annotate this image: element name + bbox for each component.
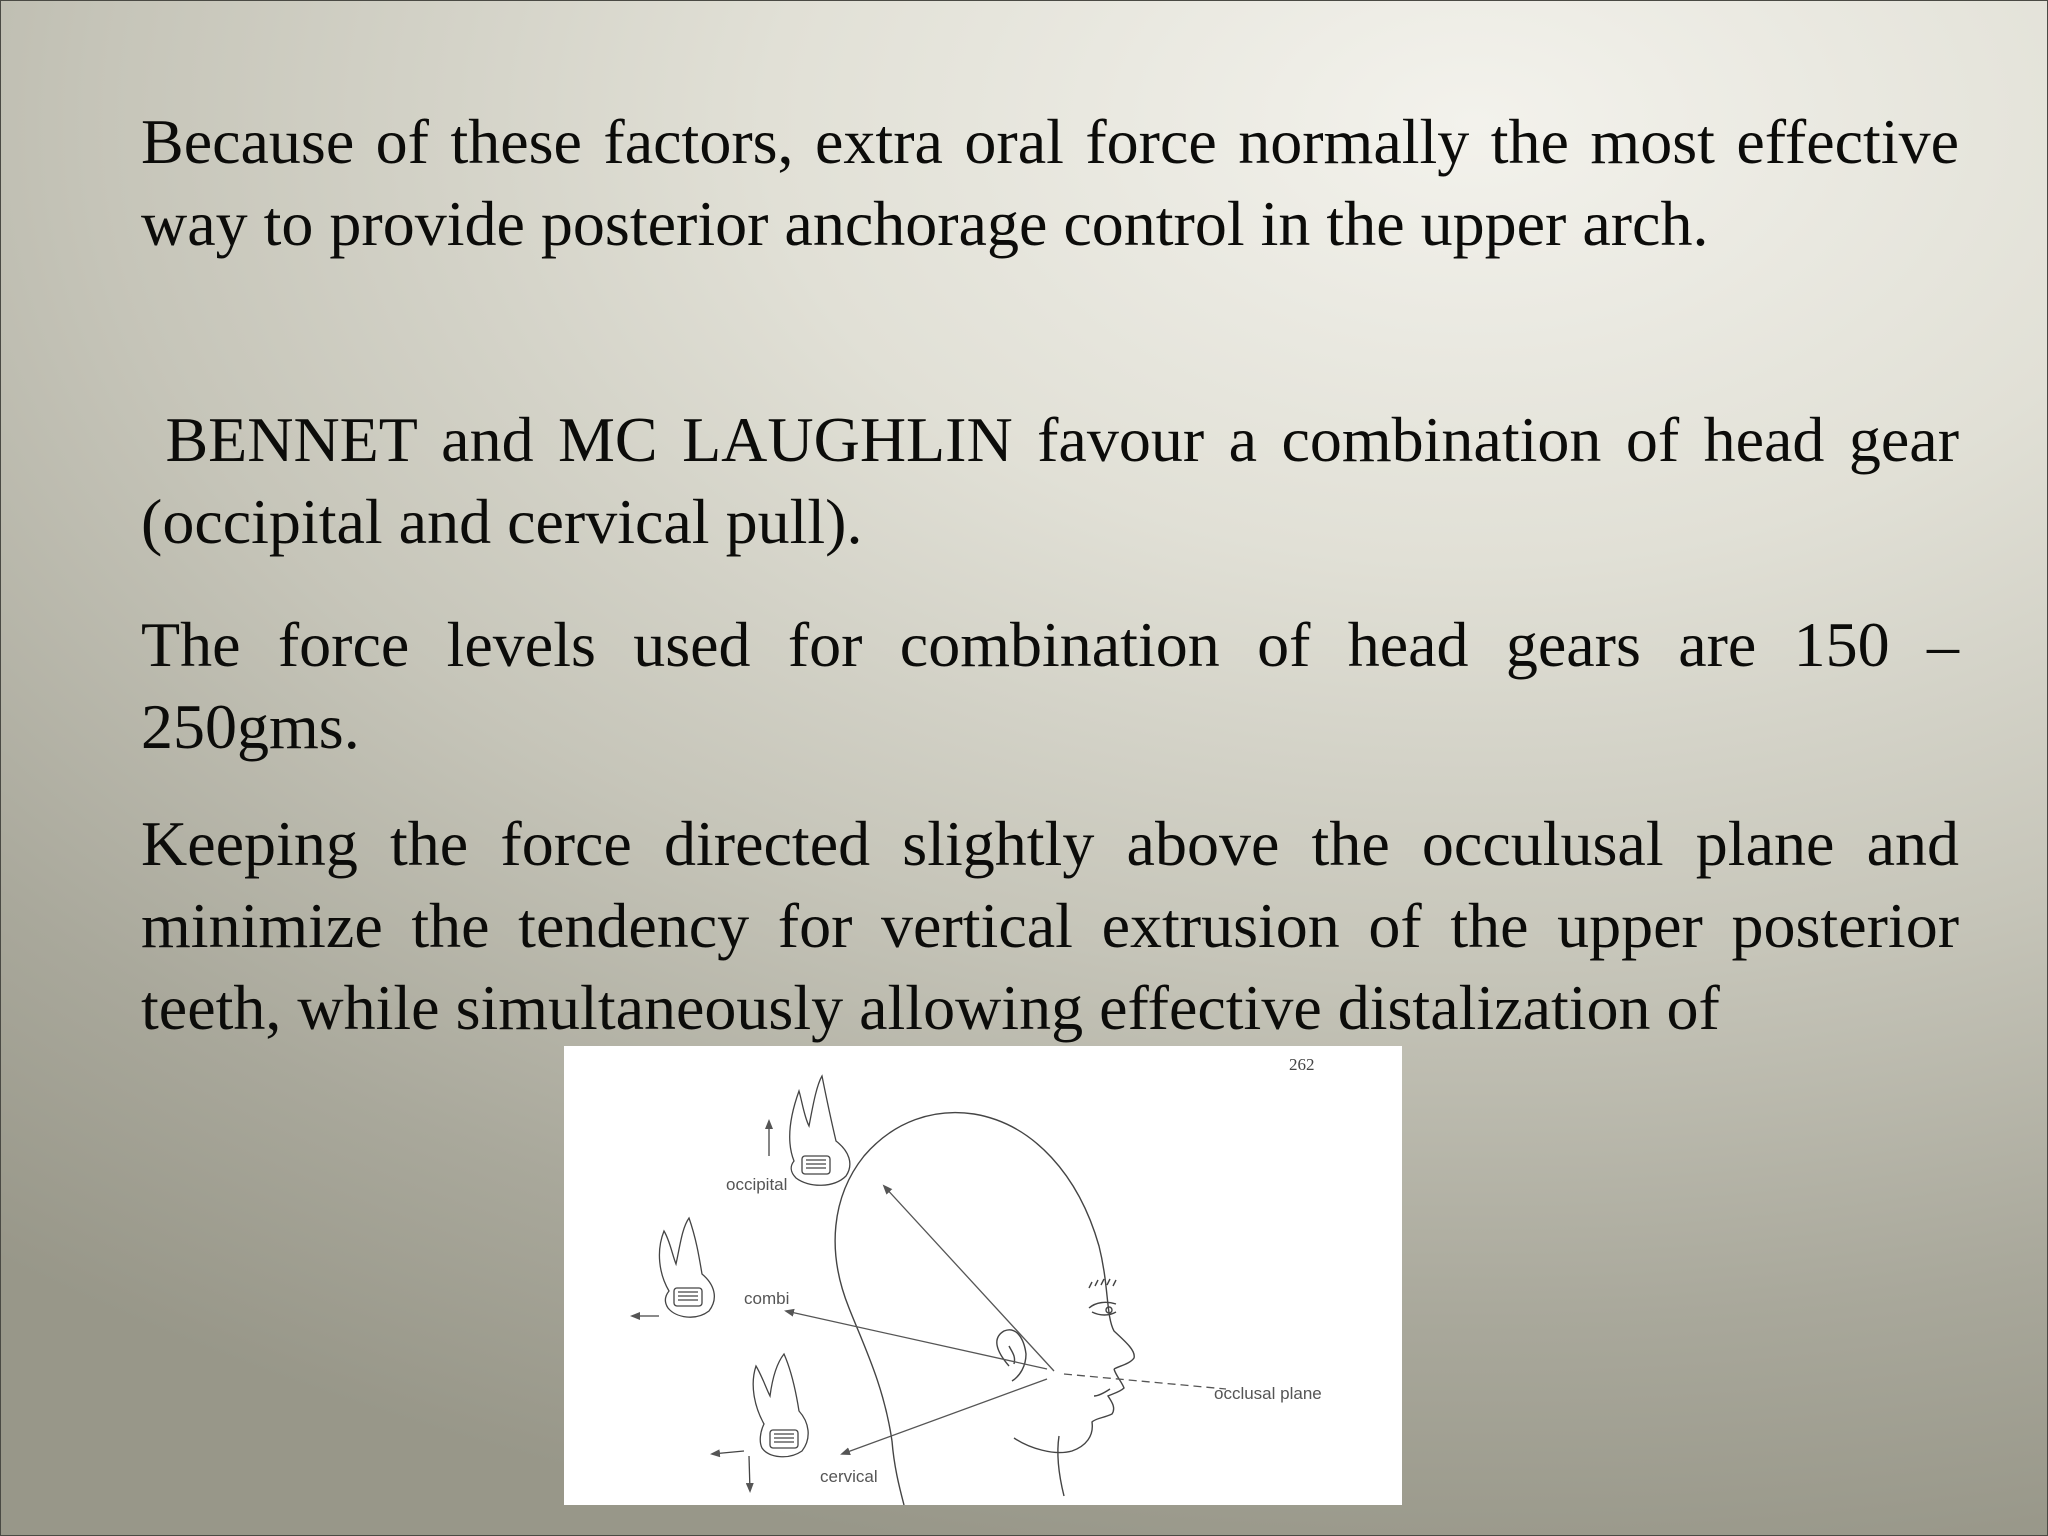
tooth-combi-drawing [632,1218,714,1317]
force-lines [786,1186,1054,1454]
label-combi: combi [744,1289,790,1308]
headgear-diagram-figure [564,1046,1402,1505]
tooth-occipital-drawing [769,1076,850,1185]
tooth-cervical-drawing [712,1354,808,1491]
paragraph-force-levels: The force levels used for combination of head gears are 150 – 250gms. [141,609,1959,762]
figure-page-number: 262 [1289,1055,1315,1074]
headgear-diagram [564,1046,1402,1505]
head-profile-drawing [835,1113,1134,1505]
paragraph-extra-oral-force: Because of these factors, extra oral force normally the most effective way to provide posterior anchorage control in the upper arch. [141,106,1959,259]
label-occipital: occipital [726,1175,788,1194]
occlusal-plane-line [1064,1374,1226,1389]
paragraph-bennet-mclaughlin: BENNET and MC LAUGHLIN favour a combination of head gear (occipital and cervical pull). [141,404,1975,557]
label-occlusal-plane: occlusal plane [1214,1384,1322,1403]
label-cervical: cervical [820,1467,878,1486]
paragraph-force-direction: Keeping the force directed slightly above the occulusal plane and minimize the tendency for vertical extrusion of the upper posterior teeth, while simultaneously allowing effective distalization of [141,808,1959,1043]
